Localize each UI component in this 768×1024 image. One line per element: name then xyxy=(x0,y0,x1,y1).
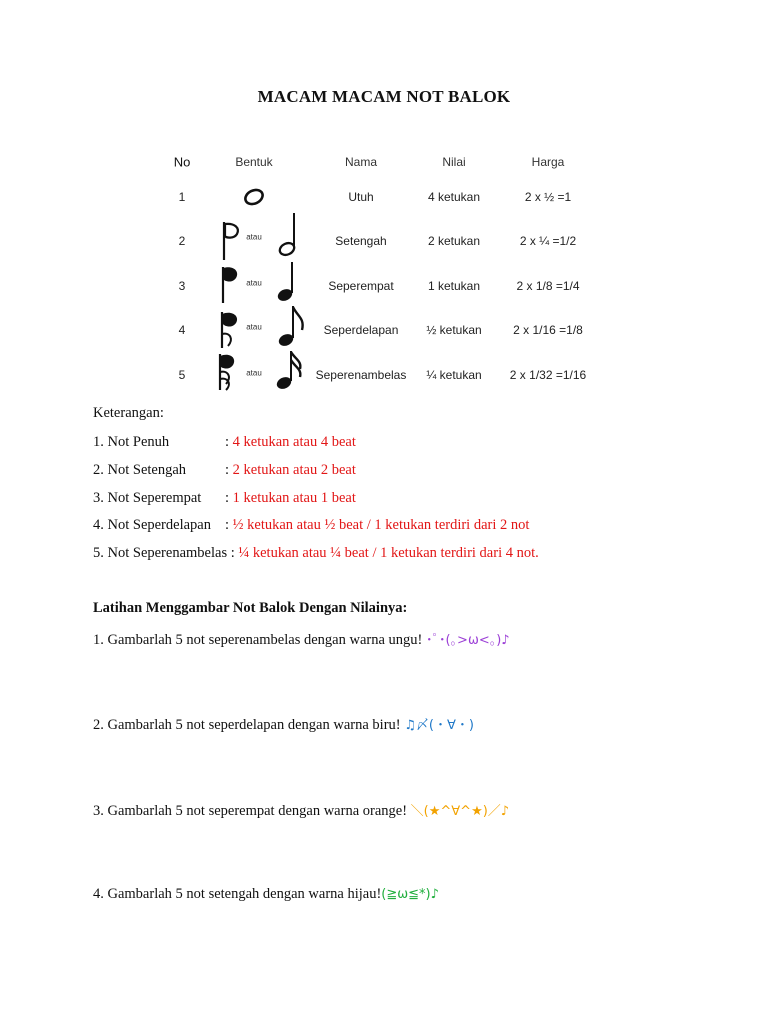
row-4-no: 4 xyxy=(178,323,186,337)
half-note-icon xyxy=(224,222,238,260)
keterangan-item xyxy=(93,462,356,479)
latihan-item xyxy=(93,629,510,649)
latihan-heading: Latihan Menggambar Not Balok Dengan Nilainya: xyxy=(93,600,408,616)
latihan-item xyxy=(93,714,474,734)
keterangan-value: ¼ ketukan atau ¼ beat / 1 ketukan terdiri dari 4 not. xyxy=(238,545,539,561)
keterangan-label: 1. Not Penuh xyxy=(93,434,170,450)
row-2-harga: 2 x ¼ =1/2 xyxy=(519,234,577,248)
keterangan-sep: : xyxy=(225,462,233,478)
latihan-text: 4. Gambarlah 5 not setengah dengan warna hijau! xyxy=(93,886,382,902)
atau-label: atau xyxy=(246,322,262,332)
note-value-table xyxy=(160,150,600,395)
eighth-note-icon xyxy=(277,306,303,348)
row-5-nilai: ¼ ketukan xyxy=(426,368,482,382)
atau-label: atau xyxy=(246,368,262,378)
keterangan-label: 5. Not Seperenambelas xyxy=(93,545,228,561)
keterangan-sep: : xyxy=(227,545,239,561)
keterangan-value: 1 ketukan atau 1 beat xyxy=(232,490,356,506)
whole-note-icon xyxy=(243,187,265,206)
keterangan-value: ½ ketukan atau ½ beat / 1 ketukan terdiri dari 2 not xyxy=(232,517,530,533)
row-3-nilai: 1 ketukan xyxy=(427,279,481,293)
keterangan-label: 2. Not Setengah xyxy=(93,462,187,478)
quarter-note-icon xyxy=(223,267,237,303)
keterangan-sep: : xyxy=(225,490,233,506)
sixteenth-note-icon xyxy=(220,354,234,390)
latihan-text: 1. Gambarlah 5 not seperenambelas dengan warna ungu! xyxy=(93,632,426,648)
note-shapes xyxy=(160,150,600,395)
row-4-harga: 2 x 1/16 =1/8 xyxy=(513,323,583,337)
half-note-icon xyxy=(278,213,296,257)
row-5-no: 5 xyxy=(178,368,186,382)
row-2-nama: Setengah xyxy=(335,234,387,248)
row-5-harga: 2 x 1/32 =1/16 xyxy=(509,368,587,382)
row-4-nama: Seperdelapan xyxy=(323,323,399,337)
latihan-emoticon: (≧ω≦*)♪ xyxy=(381,887,439,902)
sixteenth-note-icon xyxy=(275,351,300,391)
keterangan-label: 4. Not Seperdelapan xyxy=(93,517,211,533)
row-4-nilai: ½ ketukan xyxy=(426,323,482,337)
quarter-note-icon xyxy=(276,262,294,303)
row-1-nilai: 4 ketukan xyxy=(427,190,481,204)
header-nilai: Nilai xyxy=(442,155,466,169)
latihan-text: 2. Gambarlah 5 not seperdelapan dengan warna biru! xyxy=(93,717,405,733)
header-no: No xyxy=(173,154,191,170)
latihan-item xyxy=(93,800,509,820)
keterangan-item xyxy=(93,490,356,507)
latihan-emoticon: ♫〆(・∀・) xyxy=(404,718,474,733)
row-3-nama: Seperempat xyxy=(328,279,394,293)
keterangan-sep: : xyxy=(225,434,233,450)
latihan-emoticon: ＼(★^∀^★)／♪ xyxy=(410,804,510,819)
keterangan-value: 2 ketukan atau 2 beat xyxy=(232,462,356,478)
eighth-note-icon xyxy=(222,312,237,348)
atau-label: atau xyxy=(246,278,262,288)
atau-label: atau xyxy=(246,232,262,242)
header-harga: Harga xyxy=(531,155,565,169)
row-1-harga: 2 x ½ =1 xyxy=(524,190,572,204)
row-2-nilai: 2 ketukan xyxy=(427,234,481,248)
keterangan-item xyxy=(93,517,529,534)
row-5-nama: Seperenambelas xyxy=(315,368,407,382)
latihan-text: 3. Gambarlah 5 not seperempat dengan warna orange! xyxy=(93,803,411,819)
row-3-harga: 2 x 1/8 =1/4 xyxy=(516,279,580,293)
row-3-no: 3 xyxy=(178,279,186,293)
keterangan-value: 4 ketukan atau 4 beat xyxy=(232,434,356,450)
latihan-emoticon: ･ﾟ･(｡>ω<｡)♪ xyxy=(425,633,510,648)
keterangan-item xyxy=(93,545,539,562)
header-nama: Nama xyxy=(344,155,378,169)
page-title: MACAM MACAM NOT BALOK xyxy=(257,87,511,106)
latihan-item xyxy=(93,886,439,903)
row-1-nama: Utuh xyxy=(348,190,374,204)
row-2-no: 2 xyxy=(178,234,186,248)
keterangan-item xyxy=(93,434,356,451)
keterangan-label: 3. Not Seperempat xyxy=(93,490,202,506)
header-bentuk: Bentuk xyxy=(235,155,273,169)
keterangan-sep: : xyxy=(225,517,233,533)
keterangan-heading: Keterangan: xyxy=(93,405,164,421)
row-1-no: 1 xyxy=(178,190,186,204)
